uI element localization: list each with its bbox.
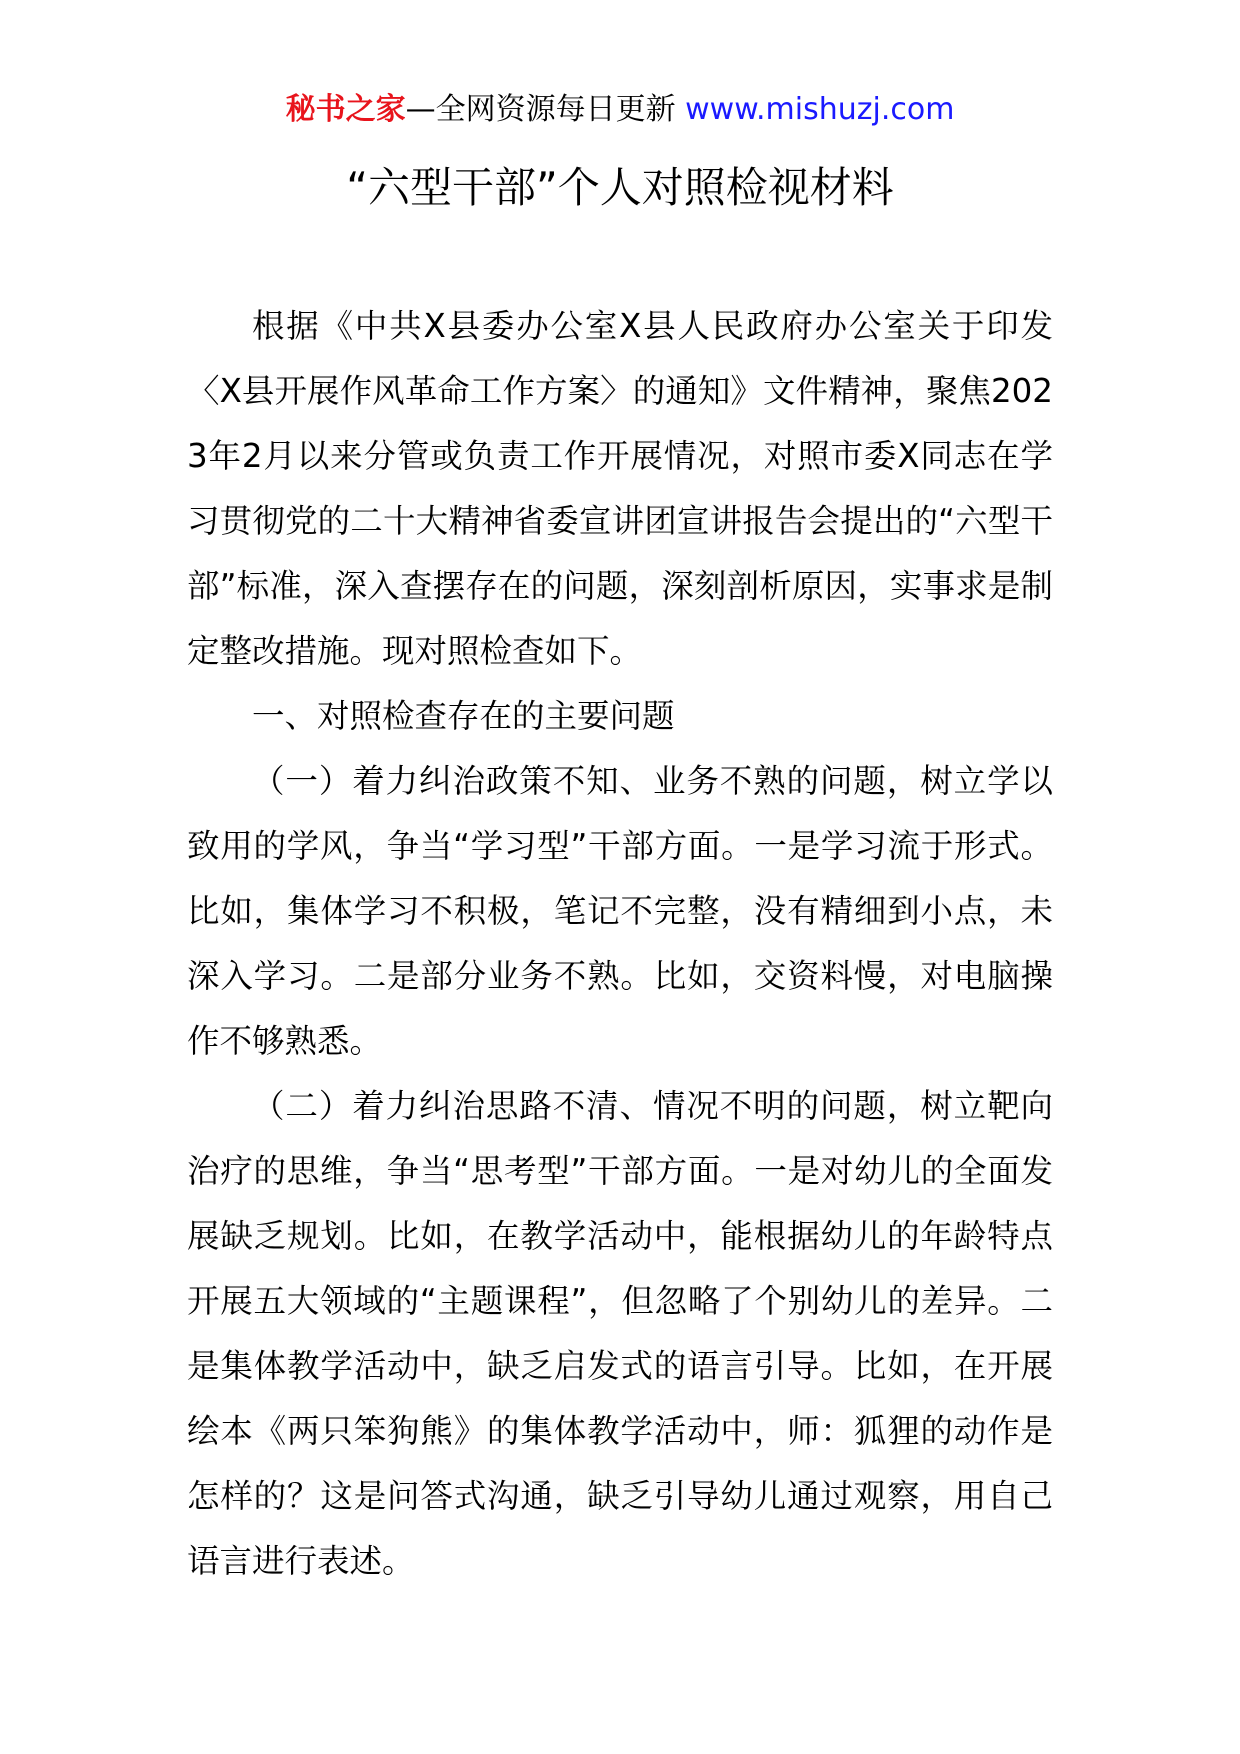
site-tagline: —全网资源每日更新 bbox=[405, 92, 686, 127]
document-title: “六型干部”个人对照检视材料 bbox=[346, 163, 894, 212]
body-paragraph: （一）着力纠治政策不知、业务不熟的问题，树立学以致用的学风，争当“学习型”干部方面。一是学习流于形式。比如，集体学习不积极，笔记不完整，没有精细到小点，未深入学习。二是部分业务不熟。比如，交资料慢，对电脑操作不够熟悉。 bbox=[187, 762, 1053, 1060]
intro-paragraph: 根据《中共X县委办公室X县人民政府办公室关于印发〈X县开展作风革命工作方案〉的通知》文件精神，聚焦2023年2月以来分管或负责工作开展情况，对照市委X同志在学习贯彻党的二十大精神省委宣讲团宣讲报告会提出的“六型干部”标准，深入查摆存在的问题，深刻剖析原因，实事求是制定整改措施。现对照检查如下。 bbox=[187, 307, 1053, 670]
section-heading: 一、对照检查存在的主要问题 bbox=[252, 697, 675, 735]
body-paragraph: （二）着力纠治思路不清、情况不明的问题，树立靶向治疗的思维，争当“思考型”干部方面。一是对幼儿的全面发展缺乏规划。比如，在教学活动中，能根据幼儿的年龄特点开展五大领域的“主题课程”，但忽略了个别幼儿的差异。二是集体教学活动中，缺乏启发式的语言引导。比如，在开展绘本《两只笨狗熊》的集体教学活动中，师：狐狸的动作是怎样的？这是问答式沟通，缺乏引导幼儿通过观察，用自己语言进行表述。 bbox=[187, 1087, 1053, 1580]
site-brand: 秘书之家 bbox=[285, 92, 406, 127]
document-body bbox=[187, 294, 1053, 1594]
site-url-link[interactable]: www.mishuzj.com bbox=[685, 92, 955, 127]
site-header bbox=[0, 88, 1240, 132]
